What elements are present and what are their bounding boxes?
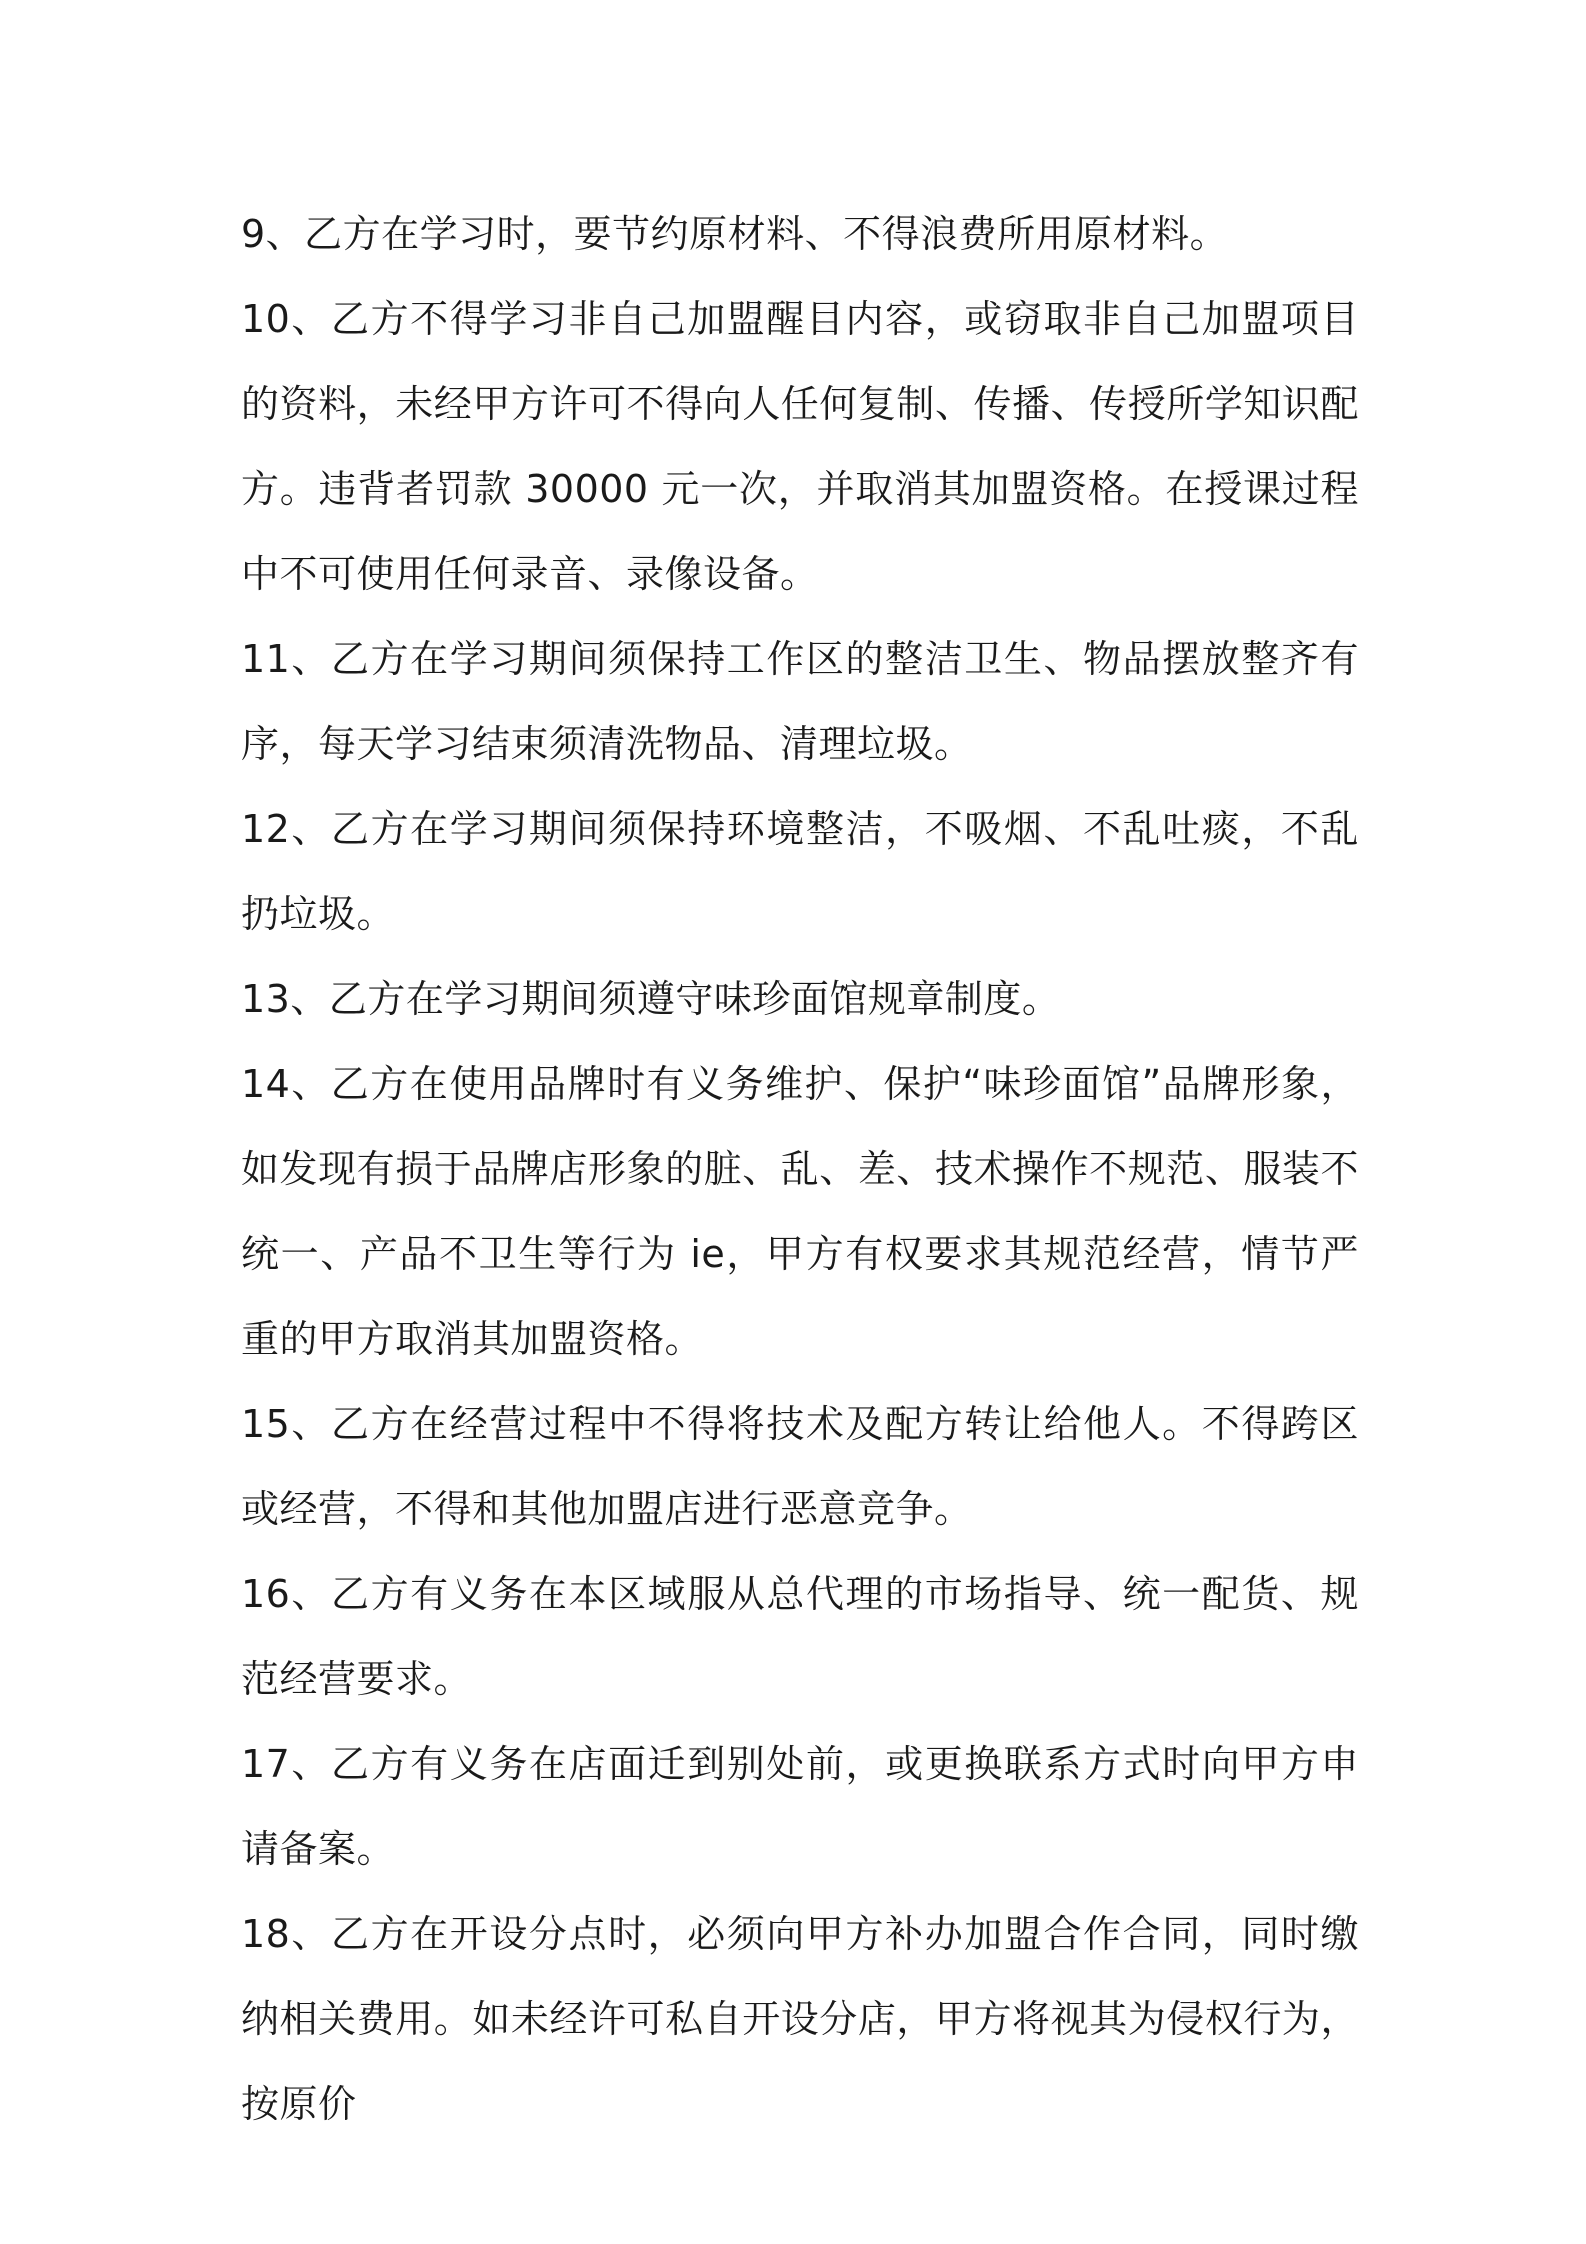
clause-10: 10、乙方不得学习非自己加盟醒目内容，或窃取非自己加盟项目的资料，未经甲方许可不得向人任何复制、传播、传授所学知识配方。违背者罚款 30000 元一次，并取消其加盟资格。在授课过程中不可使用任何录音、录像设备。 [241, 297, 1359, 596]
clause-15: 15、乙方在经营过程中不得将技术及配方转让给他人。不得跨区或经营，不得和其他加盟店进行恶意竞争。 [241, 1402, 1359, 1531]
clause-11: 11、乙方在学习期间须保持工作区的整洁卫生、物品摆放整齐有序，每天学习结束须清洗物品、清理垃圾。 [241, 637, 1359, 766]
clause-13: 13、乙方在学习期间须遵守味珍面馆规章制度。 [241, 977, 1061, 1021]
clause-12: 12、乙方在学习期间须保持环境整洁，不吸烟、不乱吐痰，不乱扔垃圾。 [241, 807, 1359, 936]
clause-9: 9、乙方在学习时，要节约原材料、不得浪费所用原材料。 [241, 212, 1229, 256]
clause-17: 17、乙方有义务在店面迁到别处前，或更换联系方式时向甲方申请备案。 [241, 1742, 1359, 1871]
clause-14: 14、乙方在使用品牌时有义务维护、保护“味珍面馆”品牌形象，如发现有损于品牌店形象的脏、乱、差、技术操作不规范、服装不统一、产品不卫生等行为 ie，甲方有权要求其规范经营，情节严重的甲方取消其加盟资格。 [241, 1062, 1359, 1361]
document-body [241, 192, 1359, 2147]
clause-16: 16、乙方有义务在本区域服从总代理的市场指导、统一配货、规范经营要求。 [241, 1572, 1359, 1701]
clause-18: 18、乙方在开设分点时，必须向甲方补办加盟合作合同，同时缴纳相关费用。如未经许可私自开设分店，甲方将视其为侵权行为，按原价 [241, 1912, 1359, 2126]
